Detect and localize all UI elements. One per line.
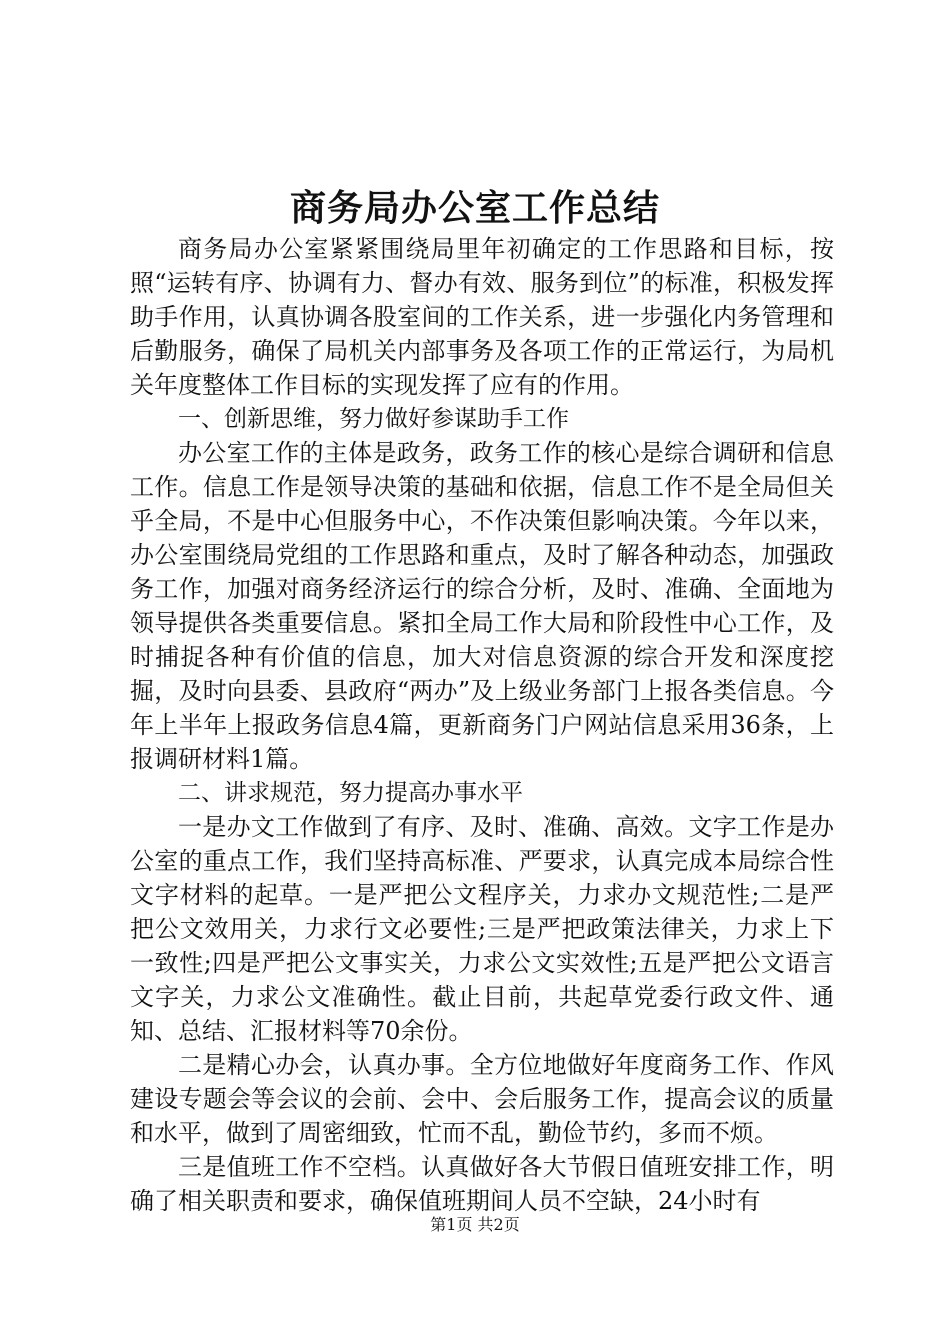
section-1-paragraph: 办公室工作的主体是政务，政务工作的核心是综合调研和信息工作。信息工作是领导决策的基础和依据，信息工作不是全局但关乎全局，不是中心但服务中心，不作决策但影响决策。今年以来，办公室围绕局党组的工作思路和重点，及时了解各种动态，加强政务工作，加强对商务经济运行的综合分析，及时、准确、全面地为领导提供各类重要信息。紧扣全局工作大局和阶段性中心工作，及时捕捉各种有价值的信息，加大对信息资源的综合开发和深度挖掘，及时向县委、县政府“两办”及上级业务部门上报各类信息。今年上半年上报政务信息4篇，更新商务门户网站信息采用36条，上报调研材料1篇。 — [130, 439, 834, 773]
document-body — [130, 232, 834, 1218]
section-heading-1: 一、创新思维，努力做好参谋助手工作 — [178, 406, 569, 432]
document-title: 商务局办公室工作总结 — [289, 187, 660, 229]
intro-paragraph: 商务局办公室紧紧围绕局里年初确定的工作思路和目标，按照“运转有序、协调有力、督办有效、服务到位”的标准，积极发挥助手作用，认真协调各股室间的工作关系，进一步强化内务管理和后勤服务，确保了局机关内部事务及各项工作的正常运行，为局机关年度整体工作目标的实现发挥了应有的作用。 — [130, 235, 834, 399]
section-heading-2: 二、讲求规范，努力提高办事水平 — [178, 780, 523, 806]
page-number-footer: 第1页 共2页 — [430, 1215, 520, 1234]
section-2-paragraph-2: 二是精心办会，认真办事。全方位地做好年度商务工作、作风建设专题会等会议的会前、会中、会后服务工作，提高会议的质量和水平，做到了周密细致，忙而不乱，勤俭节约，多而不烦。 — [130, 1051, 834, 1147]
section-2-paragraph-3: 三是值班工作不空档。认真做好各大节假日值班安排工作，明确了相关职责和要求，确保值班期间人员不空缺，24小时有 — [130, 1153, 834, 1215]
section-2-paragraph-1: 一是办文工作做到了有序、及时、准确、高效。文字工作是办公室的重点工作，我们坚持高标准、严要求，认真完成本局综合性文字材料的起草。一是严把公文程序关，力求办文规范性;二是严把公文效用关，力求行文必要性;三是严把政策法律关，力求上下一致性;四是严把公文事实关，力求公文实效性;五是严把公文语言文字关，力求公文准确性。截止目前，共起草党委行政文件、通知、总结、汇报材料等70余份。 — [130, 813, 834, 1045]
